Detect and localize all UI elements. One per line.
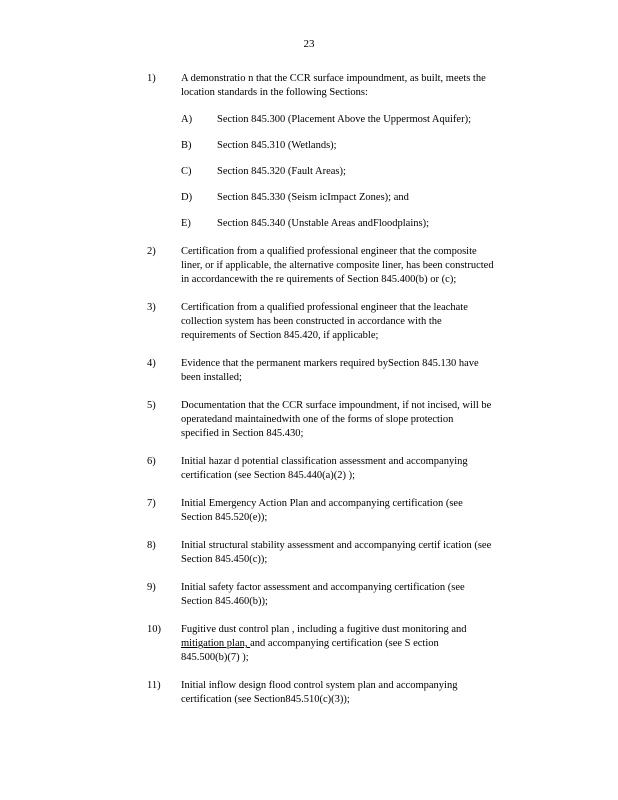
text-line: certification (see Section 845.440(a)(2) ); [181, 470, 356, 481]
sub-item-letter: B) [181, 140, 192, 151]
item-text [181, 72, 547, 231]
sub-item-letter: C) [181, 166, 192, 177]
text-line: Initial hazar d potential classification assessment and accompanying [181, 456, 468, 467]
sub-item [181, 139, 547, 153]
text-line: Initial Emergency Action Plan and accompanying certification (see [181, 498, 463, 509]
requirements-list [147, 72, 547, 721]
item-number: 10) [147, 624, 161, 635]
item-number: 8) [147, 540, 156, 551]
underlined-text: mitigation plan, [181, 638, 251, 649]
text-line: certification (see Section845.510(c)(3)); [181, 694, 350, 705]
text-line: Certification from a qualified professional engineer that the composite [181, 246, 477, 257]
item-text [181, 399, 547, 441]
item-text [181, 301, 547, 343]
sub-item-letter: E) [181, 218, 191, 229]
text-line: specified in Section 845.430; [181, 428, 304, 439]
sub-item-text: Section 845.330 (Seism icImpact Zones); and [217, 192, 409, 203]
item-number: 9) [147, 582, 156, 593]
text-fragment: and accompanying certification (see S ection [250, 638, 439, 649]
page-number: 23 [303, 38, 315, 50]
list-item [147, 539, 547, 567]
item-number: 6) [147, 456, 156, 467]
item-text [181, 455, 547, 483]
text-line: Initial inflow design flood control system plan and accompanying [181, 680, 458, 691]
text-line: Initial structural stability assessment and accompanying certif ication (see [181, 540, 492, 551]
list-item [147, 455, 547, 483]
item-number: 5) [147, 400, 156, 411]
text-line: 845.500(b)(7) ); [181, 652, 249, 663]
text-line: Documentation that the CCR surface impoundment, if not incised, will be [181, 400, 492, 411]
sub-item-text: Section 845.300 (Placement Above the Uppermost Aquifer); [217, 114, 471, 125]
item-text [181, 357, 547, 385]
list-item [147, 581, 547, 609]
item-text [181, 497, 547, 525]
text-line: Certification from a qualified professional engineer that the leachate [181, 302, 468, 313]
text-line: been installed; [181, 372, 242, 383]
sub-item [181, 217, 547, 231]
sub-item-letter: A) [181, 114, 193, 125]
item-number: 11) [147, 680, 161, 691]
item-text [181, 623, 547, 665]
item-number: 2) [147, 246, 156, 257]
sub-list [181, 113, 547, 231]
text-line: requirements of Section 845.420, if applicable; [181, 330, 379, 341]
list-item [147, 72, 547, 231]
text-line: Section 845.520(e)); [181, 512, 268, 523]
item-number: 4) [147, 358, 156, 369]
list-item [147, 245, 547, 287]
text-line: Section 845.460(b)); [181, 596, 268, 607]
text-line [181, 637, 547, 651]
text-line: in accordancewith the re quirements of Section 845.400(b) or (c); [181, 274, 457, 285]
list-item [147, 357, 547, 385]
item-text [181, 245, 547, 287]
item-number: 3) [147, 302, 156, 313]
text-line: operatedand maintainedwith one of the forms of slope protection [181, 414, 454, 425]
sub-item-text: Section 845.340 (Unstable Areas andFloodplains); [217, 218, 430, 229]
text-line: A demonstratio n that the CCR surface impoundment, as built, meets the [181, 73, 486, 84]
sub-item [181, 113, 547, 127]
item-number: 7) [147, 498, 156, 509]
list-item [147, 301, 547, 343]
sub-item [181, 191, 547, 205]
list-item [147, 679, 547, 707]
list-item [147, 497, 547, 525]
text-line: liner, or if applicable, the alternative composite liner, has been constructed [181, 260, 494, 271]
item-text [181, 581, 547, 609]
text-line: Section 845.450(c)); [181, 554, 268, 565]
text-line: Fugitive dust control plan , including a fugitive dust monitoring and [181, 624, 467, 635]
text-line: Evidence that the permanent markers required bySection 845.130 have [181, 358, 479, 369]
text-line: collection system has been constructed in accordance with the [181, 316, 442, 327]
item-number: 1) [147, 73, 156, 84]
item-text [181, 539, 547, 567]
sub-item [181, 165, 547, 179]
list-item [147, 399, 547, 441]
text-line: Initial safety factor assessment and accompanying certification (see [181, 582, 465, 593]
item-text [181, 679, 547, 707]
list-item [147, 623, 547, 665]
text-line: location standards in the following Sections: [181, 87, 368, 98]
sub-item-text: Section 845.320 (Fault Areas); [217, 166, 346, 177]
sub-item-letter: D) [181, 192, 193, 203]
sub-item-text: Section 845.310 (Wetlands); [217, 140, 337, 151]
